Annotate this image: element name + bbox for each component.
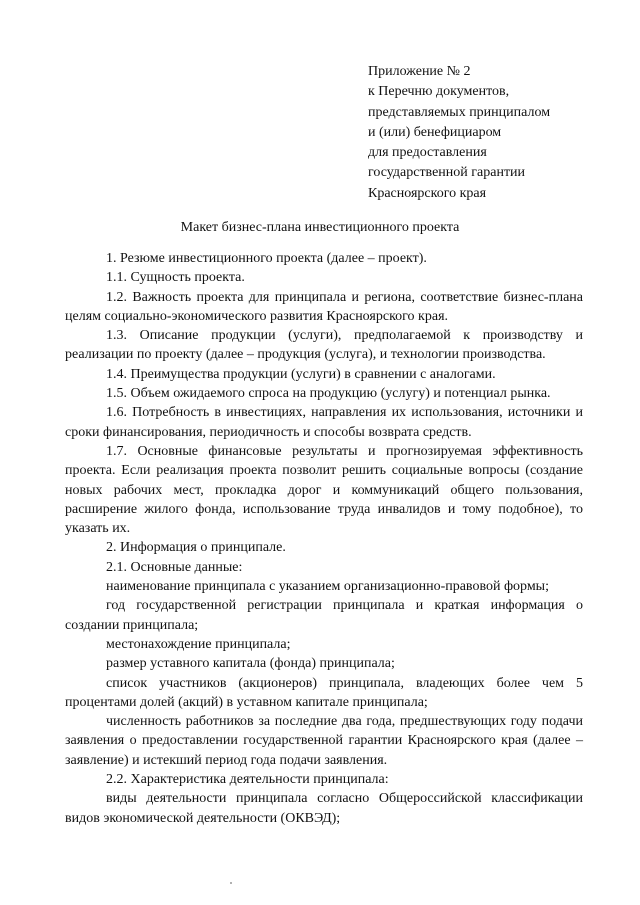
paragraph: виды деятельности принципала согласно Общероссийской классификации видов экономической деятельности (ОКВЭД);: [65, 791, 583, 826]
appendix-line: к Перечню документов,: [368, 84, 510, 100]
paragraph: 1.2. Важность проекта для принципала и региона, соответствие бизнес-плана целям социально-экономического развития Красноярского края.: [65, 289, 583, 324]
paragraph: 1.4. Преимущества продукции (услуги) в сравнении с аналогами.: [106, 366, 496, 382]
paragraph: 1.5. Объем ожидаемого спроса на продукцию (услугу) и потенциал рынка.: [106, 386, 551, 402]
paragraph: 1.7. Основные финансовые результаты и прогнозируемая эффективность проекта. Если реализация проекта позволит решить социальные вопросы (создание новых рабочих мест, прокладка дорог и коммуникаций общего пользования, расширение жилого фонда, использование труда инвалидов и тому подобное), то указать их.: [65, 443, 583, 537]
paragraph: наименование принципала с указанием организационно-правовой формы;: [106, 579, 549, 595]
scan-speck: [230, 882, 232, 884]
paragraph: 2. Информация о принципале.: [106, 540, 286, 556]
paragraph: список участников (акционеров) принципала, владеющих более чем 5 процентами долей (акций) в уставном капитале принципала;: [65, 675, 583, 710]
appendix-line: Приложение № 2: [368, 64, 471, 79]
paragraph: местонахождение принципала;: [106, 636, 291, 652]
appendix-line: представляемых принципалом: [368, 104, 551, 120]
document-body: [65, 249, 583, 828]
paragraph: численность работников за последние два года, предшествующих году подачи заявления о предоставлении государственной гарантии Красноярского края (далее – заявление) и истекший период года подачи заявления.: [65, 714, 583, 768]
appendix-line: для предоставления: [368, 145, 487, 161]
paragraph: 1. Резюме инвестиционного проекта (далее – проект).: [106, 251, 427, 266]
paragraph: 1.6. Потребность в инвестициях, направления их использования, источники и сроки финансирования, периодичность и способы возврата средств.: [65, 405, 583, 440]
paragraph: 1.1. Сущность проекта.: [106, 270, 245, 286]
appendix-line: государственной гарантии: [368, 165, 526, 181]
paragraph: размер уставного капитала (фонда) принципала;: [106, 656, 395, 672]
appendix-header: [368, 62, 628, 204]
paragraph: 2.2. Характеристика деятельности принципала:: [106, 772, 389, 788]
paragraph: год государственной регистрации принципала и краткая информация о создании принципала;: [65, 598, 583, 633]
paragraph: 1.3. Описание продукции (услуги), предполагаемой к производству и реализации по проекту (далее – продукция (услуга), и технологии производства.: [65, 328, 583, 363]
paragraph: 2.1. Основные данные:: [106, 559, 243, 575]
appendix-line: и (или) бенефициаром: [368, 124, 502, 140]
document-title: Макет бизнес-плана инвестиционного проекта: [180, 220, 460, 235]
appendix-line: Красноярского края: [368, 185, 487, 201]
